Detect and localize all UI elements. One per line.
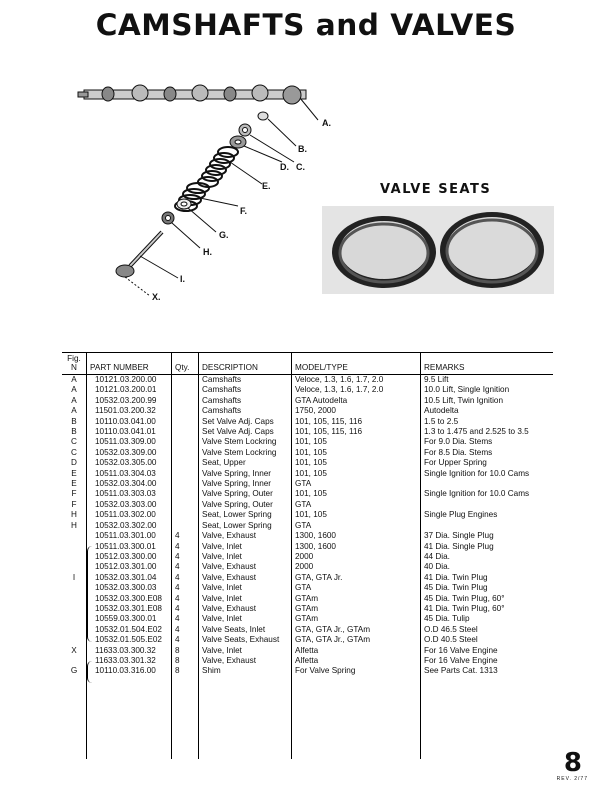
cell-part: 10532.01.505.E02 [87, 635, 172, 645]
cell-model: 2000 [292, 552, 421, 562]
cell-model: GTA [292, 521, 421, 531]
cell-remarks: 1.5 to 2.5 [421, 417, 554, 427]
cell-fig: E [71, 468, 77, 478]
cell-remarks: 45 Dia. Twin Plug [421, 583, 554, 593]
cell-remarks: For 16 Valve Engine [421, 646, 554, 656]
cell-desc: Camshafts [199, 406, 292, 416]
table-row [62, 552, 553, 562]
page-number: 8 [563, 748, 582, 778]
cell-fig: C [71, 437, 77, 447]
cell-qty [172, 385, 199, 395]
cell-qty [172, 458, 199, 468]
label-x: X. [152, 292, 161, 302]
cell-fig: B [71, 416, 77, 426]
cell-fig [62, 531, 87, 541]
cell-remarks: 10.5 Lift, Twin Ignition [421, 396, 554, 406]
cell-fig [62, 583, 87, 593]
table-row [62, 573, 553, 583]
cell-model: Veloce, 1.3, 1.6, 1.7, 2.0 [292, 385, 421, 395]
table-row [62, 385, 553, 395]
cell-remarks: For Upper Spring [421, 458, 554, 468]
cell-part: 10532.03.302.00 [87, 521, 172, 531]
table-row [62, 489, 553, 499]
cell-part: 10532.03.301.04 [87, 573, 172, 583]
table-row [62, 542, 553, 552]
cell-part: 10110.03.041.01 [87, 427, 172, 437]
cell-desc: Shim [199, 666, 292, 676]
label-i: I. [180, 274, 186, 284]
cell-qty [172, 469, 199, 479]
table-row [62, 427, 553, 437]
cell-part: 10532.03.301.E08 [87, 604, 172, 614]
cell-desc: Camshafts [199, 396, 292, 406]
cell-model: 101, 105 [292, 448, 421, 458]
cell-model: 101, 105 [292, 469, 421, 479]
cell-qty: 4 [172, 562, 199, 572]
table-row [62, 479, 553, 489]
cell-part: 10511.03.303.03 [87, 489, 172, 499]
cell-part: 10532.03.304.00 [87, 479, 172, 489]
cell-qty: 4 [172, 583, 199, 593]
cell-remarks: 9.5 Lift [421, 375, 554, 386]
cell-fig: F [71, 499, 77, 509]
header-fig-line2: N [71, 363, 77, 372]
cell-qty [172, 396, 199, 406]
cell-fig: E [71, 479, 77, 489]
revision-note: REV. 2/77 [556, 776, 588, 782]
valve-seat-rings-image [322, 206, 554, 294]
valve-group-bracket [87, 546, 92, 642]
cell-part: 10532.03.305.00 [87, 458, 172, 468]
cell-desc: Valve Spring, Outer [199, 489, 292, 499]
cell-desc: Valve, Exhaust [199, 562, 292, 572]
cell-desc: Valve Stem Lockring [199, 448, 292, 458]
cell-qty: 4 [172, 594, 199, 604]
table-row [62, 437, 553, 447]
cell-desc: Valve Spring, Outer [199, 500, 292, 510]
cell-model: 101, 105 [292, 510, 421, 520]
cell-remarks: 37 Dia. Single Plug [421, 531, 554, 541]
cell-model: 101, 105, 115, 116 [292, 417, 421, 427]
label-e: E. [262, 181, 271, 191]
table-row [62, 458, 553, 468]
filler-cell [199, 677, 292, 759]
cell-desc: Valve, Inlet [199, 542, 292, 552]
cell-desc: Seat, Lower Spring [199, 510, 292, 520]
cell-remarks: 41 Dia. Twin Plug [421, 573, 554, 583]
cell-remarks: 45 Dia. Twin Plug, 60° [421, 594, 554, 604]
table-row [62, 666, 553, 676]
cell-qty: 4 [172, 552, 199, 562]
cell-fig [62, 635, 87, 645]
cell-desc: Camshafts [199, 385, 292, 395]
cell-part: 10512.03.300.00 [87, 552, 172, 562]
table-row [62, 594, 553, 604]
cell-remarks: 45 Dia. Tulip [421, 614, 554, 624]
cell-desc: Set Valve Adj. Caps [199, 427, 292, 437]
filler-cell [421, 677, 554, 759]
cell-part: 10532.01.504.E02 [87, 625, 172, 635]
cell-fig: C [71, 447, 77, 457]
header-fig-line1: Fig. [67, 354, 81, 363]
cell-qty [172, 479, 199, 489]
table-row [62, 417, 553, 427]
table-row [62, 448, 553, 458]
table-filler-row [62, 677, 553, 759]
cell-remarks [421, 479, 554, 489]
cell-desc: Valve Spring, Inner [199, 469, 292, 479]
header-model-type: MODEL/TYPE [292, 353, 421, 375]
valve-seats-title: VALVE SEATS [380, 182, 492, 197]
cell-fig [62, 625, 87, 635]
table-row [62, 500, 553, 510]
table-row [62, 614, 553, 624]
cell-remarks: 10.0 Lift, Single Ignition [421, 385, 554, 395]
cell-remarks: 1.3 to 1.475 and 2.525 to 3.5 [421, 427, 554, 437]
cell-remarks: 41 Dia. Single Plug [421, 542, 554, 552]
filler-cell [62, 677, 87, 759]
cell-desc: Valve Stem Lockring [199, 437, 292, 447]
cell-fig: A [71, 395, 77, 405]
exploded-view-illustration [70, 80, 340, 320]
table-row [62, 604, 553, 614]
cell-part: 10110.03.316.00 [87, 666, 172, 676]
cell-part: 10512.03.301.00 [87, 562, 172, 572]
cell-desc: Valve, Inlet [199, 583, 292, 593]
cell-fig [62, 552, 87, 562]
cell-qty: 4 [172, 542, 199, 552]
header-fig [62, 353, 87, 375]
cell-fig: A [71, 375, 77, 384]
table-row [62, 469, 553, 479]
cell-desc: Valve, Exhaust [199, 531, 292, 541]
table-row [62, 646, 553, 656]
cell-desc: Valve Seats, Inlet [199, 625, 292, 635]
cell-fig: G [70, 666, 78, 676]
cell-model: 2000 [292, 562, 421, 572]
cell-model: 1750, 2000 [292, 406, 421, 416]
cell-remarks: 44 Dia. [421, 552, 554, 562]
cell-qty: 4 [172, 604, 199, 614]
cell-remarks: Autodelta [421, 406, 554, 416]
cell-qty [172, 427, 199, 437]
cell-qty: 8 [172, 656, 199, 666]
cell-remarks: For 8.5 Dia. Stems [421, 448, 554, 458]
cell-qty [172, 500, 199, 510]
cell-qty [172, 406, 199, 416]
cell-qty [172, 510, 199, 520]
cell-model: 1300, 1600 [292, 531, 421, 541]
label-h: H. [203, 247, 212, 257]
cell-remarks [421, 500, 554, 510]
cell-model: 101, 105 [292, 458, 421, 468]
parts-table [62, 352, 553, 759]
cell-model: 101, 105, 115, 116 [292, 427, 421, 437]
cell-model: GTA, GTA Jr. [292, 573, 421, 583]
cell-fig: H [71, 520, 77, 530]
cell-desc: Valve, Inlet [199, 646, 292, 656]
table-row [62, 625, 553, 635]
table-header-row [62, 353, 553, 375]
cell-part: 10532.03.200.99 [87, 396, 172, 406]
cell-model: 1300, 1600 [292, 542, 421, 552]
cell-model: Veloce, 1.3, 1.6, 1.7, 2.0 [292, 375, 421, 386]
filler-cell [87, 677, 172, 759]
cell-desc: Valve, Exhaust [199, 573, 292, 583]
cell-part: 11501.03.200.32 [87, 406, 172, 416]
cell-part: 10559.03.300.01 [87, 614, 172, 624]
cell-qty [172, 448, 199, 458]
cell-desc: Valve, Inlet [199, 594, 292, 604]
cell-qty [172, 437, 199, 447]
cell-part: 10532.03.300.E08 [87, 594, 172, 604]
cell-remarks [421, 521, 554, 531]
cell-part: 10532.03.309.00 [87, 448, 172, 458]
cell-fig: X [71, 645, 77, 655]
cell-part: 10121.03.200.00 [87, 375, 172, 386]
cell-desc: Valve, Exhaust [199, 604, 292, 614]
cell-desc: Seat, Upper [199, 458, 292, 468]
valve-seats-photo [322, 206, 554, 294]
cell-desc: Camshafts [199, 375, 292, 386]
label-g: G. [219, 230, 229, 240]
table-row [62, 406, 553, 416]
cell-model: GTA [292, 479, 421, 489]
cell-model: GTA Autodelta [292, 396, 421, 406]
table-row [62, 635, 553, 645]
cell-qty: 8 [172, 646, 199, 656]
cell-desc: Valve Seats, Exhaust [199, 635, 292, 645]
cell-model: 101, 105 [292, 489, 421, 499]
cell-qty: 4 [172, 531, 199, 541]
cell-fig: F [71, 489, 77, 499]
cell-remarks: Single Plug Engines [421, 510, 554, 520]
cell-model: GTAm [292, 614, 421, 624]
cell-part: 10511.03.309.00 [87, 437, 172, 447]
cell-model: Alfetta [292, 646, 421, 656]
cell-fig [62, 604, 87, 614]
label-f: F. [240, 206, 248, 216]
cell-desc: Valve Spring, Inner [199, 479, 292, 489]
cell-part: 10511.03.304.03 [87, 469, 172, 479]
cell-model: Alfetta [292, 656, 421, 666]
cell-qty: 4 [172, 614, 199, 624]
cell-fig: H [71, 510, 77, 520]
table-row [62, 531, 553, 541]
cell-model: GTA [292, 500, 421, 510]
cell-fig: I [72, 572, 76, 582]
cell-part: 11633.03.300.32 [87, 646, 172, 656]
header-description: DESCRIPTION [199, 353, 292, 375]
cell-part: 10532.03.303.00 [87, 500, 172, 510]
table-row [62, 583, 553, 593]
cell-qty: 8 [172, 666, 199, 676]
cell-fig: A [71, 406, 77, 416]
label-d: D. [280, 162, 289, 172]
cell-qty [172, 489, 199, 499]
header-part-number: PART NUMBER [87, 353, 172, 375]
label-a: A. [322, 118, 331, 128]
cell-fig [62, 614, 87, 624]
cell-model: GTA, GTA Jr., GTAm [292, 625, 421, 635]
cell-model: GTAm [292, 594, 421, 604]
cell-fig [62, 542, 87, 552]
valve-drawing [116, 232, 162, 277]
cell-model: GTA, GTA Jr., GTAm [292, 635, 421, 645]
camshaft-valve-diagram [70, 80, 340, 320]
cell-desc: Valve, Exhaust [199, 656, 292, 666]
cell-remarks: O.D 46.5 Steel [421, 625, 554, 635]
cell-fig [62, 656, 87, 666]
cell-fig [62, 594, 87, 604]
table-row [62, 656, 553, 666]
cell-qty: 4 [172, 635, 199, 645]
alfetta-group-bracket [87, 661, 92, 683]
filler-cell [292, 677, 421, 759]
cell-fig: D [71, 458, 77, 468]
cell-qty [172, 375, 199, 386]
cell-qty: 4 [172, 573, 199, 583]
cell-part: 11633.03.301.32 [87, 656, 172, 666]
table-row [62, 562, 553, 572]
parts-table-body [62, 375, 553, 759]
cell-remarks: 41 Dia. Twin Plug, 60° [421, 604, 554, 614]
cell-model: GTAm [292, 604, 421, 614]
cell-remarks: O.D 40.5 Steel [421, 635, 554, 645]
cell-remarks: For 9.0 Dia. Stems [421, 437, 554, 447]
cell-desc: Valve, Inlet [199, 552, 292, 562]
cell-remarks: For 16 Valve Engine [421, 656, 554, 666]
header-remarks: REMARKS [421, 353, 554, 375]
cell-part: 10511.03.300.01 [87, 542, 172, 552]
cell-model: For Valve Spring [292, 666, 421, 676]
cell-part: 10511.03.302.00 [87, 510, 172, 520]
cell-fig: A [71, 385, 77, 395]
valve-spring-drawing [198, 147, 238, 187]
filler-cell [172, 677, 199, 759]
cell-qty: 4 [172, 625, 199, 635]
table-row [62, 521, 553, 531]
cell-part: 10511.03.301.00 [87, 531, 172, 541]
cell-remarks: 40 Dia. [421, 562, 554, 572]
cell-qty [172, 417, 199, 427]
camshaft-drawing [78, 85, 318, 120]
cell-part: 10110.03.041.00 [87, 417, 172, 427]
header-qty: Qty. [172, 353, 199, 375]
table-row [62, 396, 553, 406]
table-row [62, 510, 553, 520]
cell-part: 10121.03.200.01 [87, 385, 172, 395]
label-b: B. [298, 144, 307, 154]
table-row [62, 375, 553, 386]
cell-desc: Seat, Lower Spring [199, 521, 292, 531]
cell-desc: Valve, Inlet [199, 614, 292, 624]
cell-remarks: Single Ignition for 10.0 Cams [421, 469, 554, 479]
cell-fig: B [71, 427, 77, 437]
cell-model: GTA [292, 583, 421, 593]
cell-model: 101, 105 [292, 437, 421, 447]
label-c: C. [296, 162, 305, 172]
cell-qty [172, 521, 199, 531]
cell-remarks: See Parts Cat. 1313 [421, 666, 554, 676]
cell-fig [62, 562, 87, 572]
page-title: CAMSHAFTS and VALVES [95, 8, 517, 42]
cell-part: 10532.03.300.03 [87, 583, 172, 593]
cell-desc: Set Valve Adj. Caps [199, 417, 292, 427]
cell-remarks: Single Ignition for 10.0 Cams [421, 489, 554, 499]
